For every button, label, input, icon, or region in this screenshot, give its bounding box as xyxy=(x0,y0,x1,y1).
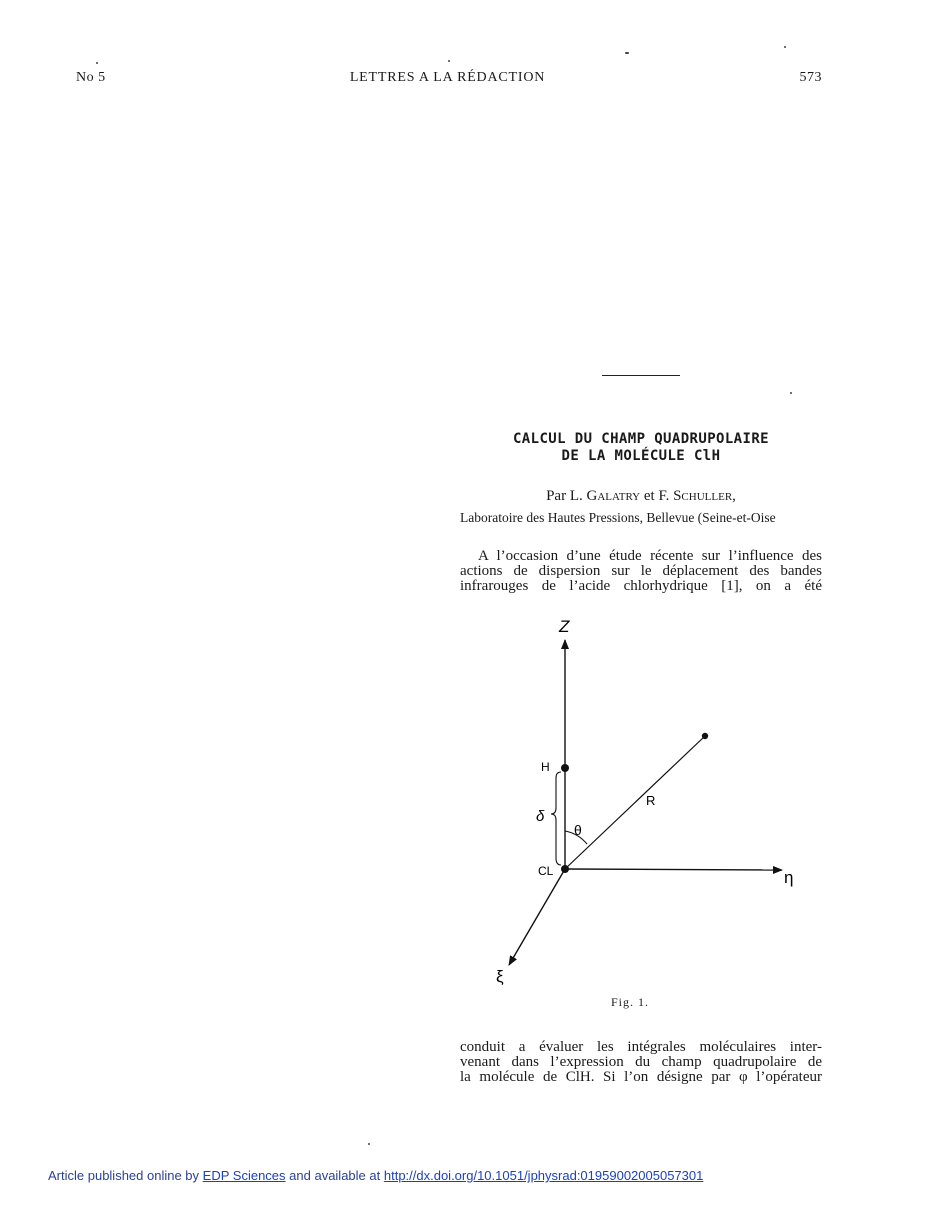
speck xyxy=(448,60,450,62)
section-divider xyxy=(602,375,680,376)
label-theta: θ xyxy=(574,822,582,838)
byline-et: et F. xyxy=(643,488,670,504)
journal-number: No 5 xyxy=(76,70,106,85)
text-line: infrarouges de l’acide chlorhydrique [1], on a été xyxy=(460,578,822,594)
publication-footer xyxy=(48,1168,703,1183)
atom-cl xyxy=(561,865,569,873)
author-schuller: Schuller, xyxy=(673,488,736,504)
footer-middle: and available at xyxy=(289,1168,381,1183)
label-delta: δ xyxy=(536,808,545,825)
xi-axis xyxy=(509,869,565,965)
label-r: R xyxy=(646,793,656,808)
text-line: venant dans l’expression du champ quadrupolaire de xyxy=(460,1054,822,1070)
edp-sciences-link[interactable]: EDP Sciences xyxy=(202,1168,286,1183)
text-line: la molécule de ClH. Si l’on désigne par φ l’opérateur xyxy=(460,1069,822,1085)
label-eta: η xyxy=(784,868,794,887)
text-line: A l’occasion d’une étude récente sur l’influence des xyxy=(478,548,822,564)
running-head: LETTRES A LA RÉDACTION xyxy=(349,70,546,85)
speck xyxy=(784,46,786,48)
label-cl: CL xyxy=(538,864,554,878)
byline xyxy=(460,488,822,505)
eta-axis xyxy=(565,869,782,870)
delta-brace xyxy=(551,772,561,865)
article-title-line-1: CALCUL DU CHAMP QUADRUPOLAIRE xyxy=(512,431,770,447)
paragraph-continued xyxy=(460,1040,822,1085)
byline-par: Par L. xyxy=(546,488,583,504)
label-z: Z xyxy=(559,617,570,636)
speck xyxy=(625,52,629,54)
atom-h xyxy=(561,764,569,772)
speck xyxy=(790,392,792,394)
label-xi: ξ xyxy=(496,967,504,986)
label-h: H xyxy=(541,760,550,774)
text-line: conduit a évaluer les intégrales moléculaires inter- xyxy=(460,1039,822,1055)
point-p xyxy=(702,733,708,739)
author-galatry: Galatry xyxy=(586,488,641,504)
page-number: 573 xyxy=(799,70,822,85)
speck xyxy=(368,1143,370,1145)
figure-coordinate-diagram xyxy=(480,612,810,997)
figure-caption: Fig. 1. xyxy=(610,995,649,1009)
article-title-line-2: DE LA MOLÉCULE ClH xyxy=(561,448,721,464)
text-line: actions de dispersion sur le déplacement des bandes xyxy=(460,563,822,579)
paragraph-intro xyxy=(460,549,822,594)
footer-prefix: Article published online by xyxy=(48,1168,200,1183)
r-vector xyxy=(565,736,705,869)
speck xyxy=(96,62,98,64)
affiliation: Laboratoire des Hautes Pressions, Bellevue (Seine-et-Oise xyxy=(460,510,776,525)
doi-link[interactable]: http://dx.doi.org/10.1051/jphysrad:01959002005057301 xyxy=(383,1168,704,1183)
